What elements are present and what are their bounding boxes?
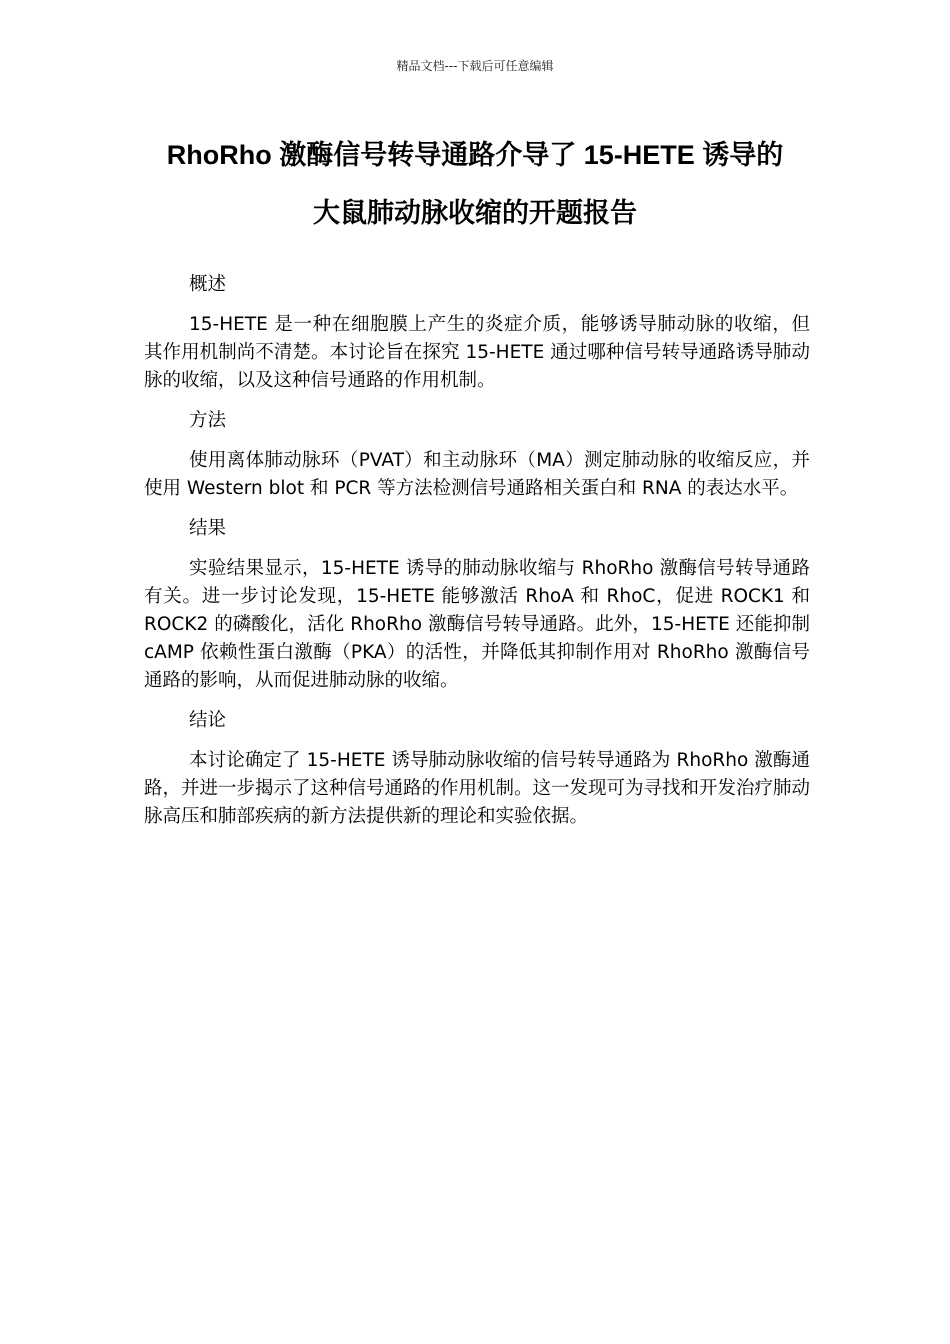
document-title-line-1: RhoRho 激酶信号转导通路介导了 15-HETE 诱导的	[166, 140, 784, 170]
section-heading-overview: 概述	[189, 274, 227, 295]
document-title-line-2: 大鼠肺动脉收缩的开题报告	[313, 198, 637, 228]
section-heading-methods: 方法	[189, 410, 227, 431]
section-paragraph-methods: 使用离体肺动脉环（PVAT）和主动脉环（MA）测定肺动脉的收缩反应，并使用 Western blot 和 PCR 等方法检测信号通路相关蛋白和 RNA 的表达水平。	[144, 450, 810, 499]
section-heading-results: 结果	[189, 518, 227, 539]
section-heading-conclusion: 结论	[189, 710, 227, 731]
section-paragraph-overview: 15-HETE 是一种在细胞膜上产生的炎症介质，能够诱导肺动脉的收缩，但其作用机制尚不清楚。本讨论旨在探究 15-HETE 通过哪种信号转导通路诱导肺动脉的收缩，以及这种信号通路的作用机制。	[144, 314, 810, 391]
section-paragraph-conclusion: 本讨论确定了 15-HETE 诱导肺动脉收缩的信号转导通路为 RhoRho 激酶通路，并进一步揭示了这种信号通路的作用机制。这一发现可为寻找和开发治疗肺动脉高压和肺部疾病的新方法提供新的理论和实验依据。	[144, 750, 811, 827]
section-paragraph-results: 实验结果显示，15-HETE 诱导的肺动脉收缩与 RhoRho 激酶信号转导通路有关。进一步讨论发现，15-HETE 能够激活 RhoA 和 RhoC，促进 ROCK1 和 ROCK2 的磷酸化，活化 RhoRho 激酶信号转导通路。此外，15-HETE 还能抑制 cAMP 依赖性蛋白激酶（PKA）的活性，并降低其抑制作用对 RhoRho 激酶信号通路的影响，从而促进肺动脉的收缩。	[144, 558, 810, 691]
document-body	[144, 270, 810, 842]
header-note: 精品文档---下载后可任意编辑	[396, 59, 554, 73]
